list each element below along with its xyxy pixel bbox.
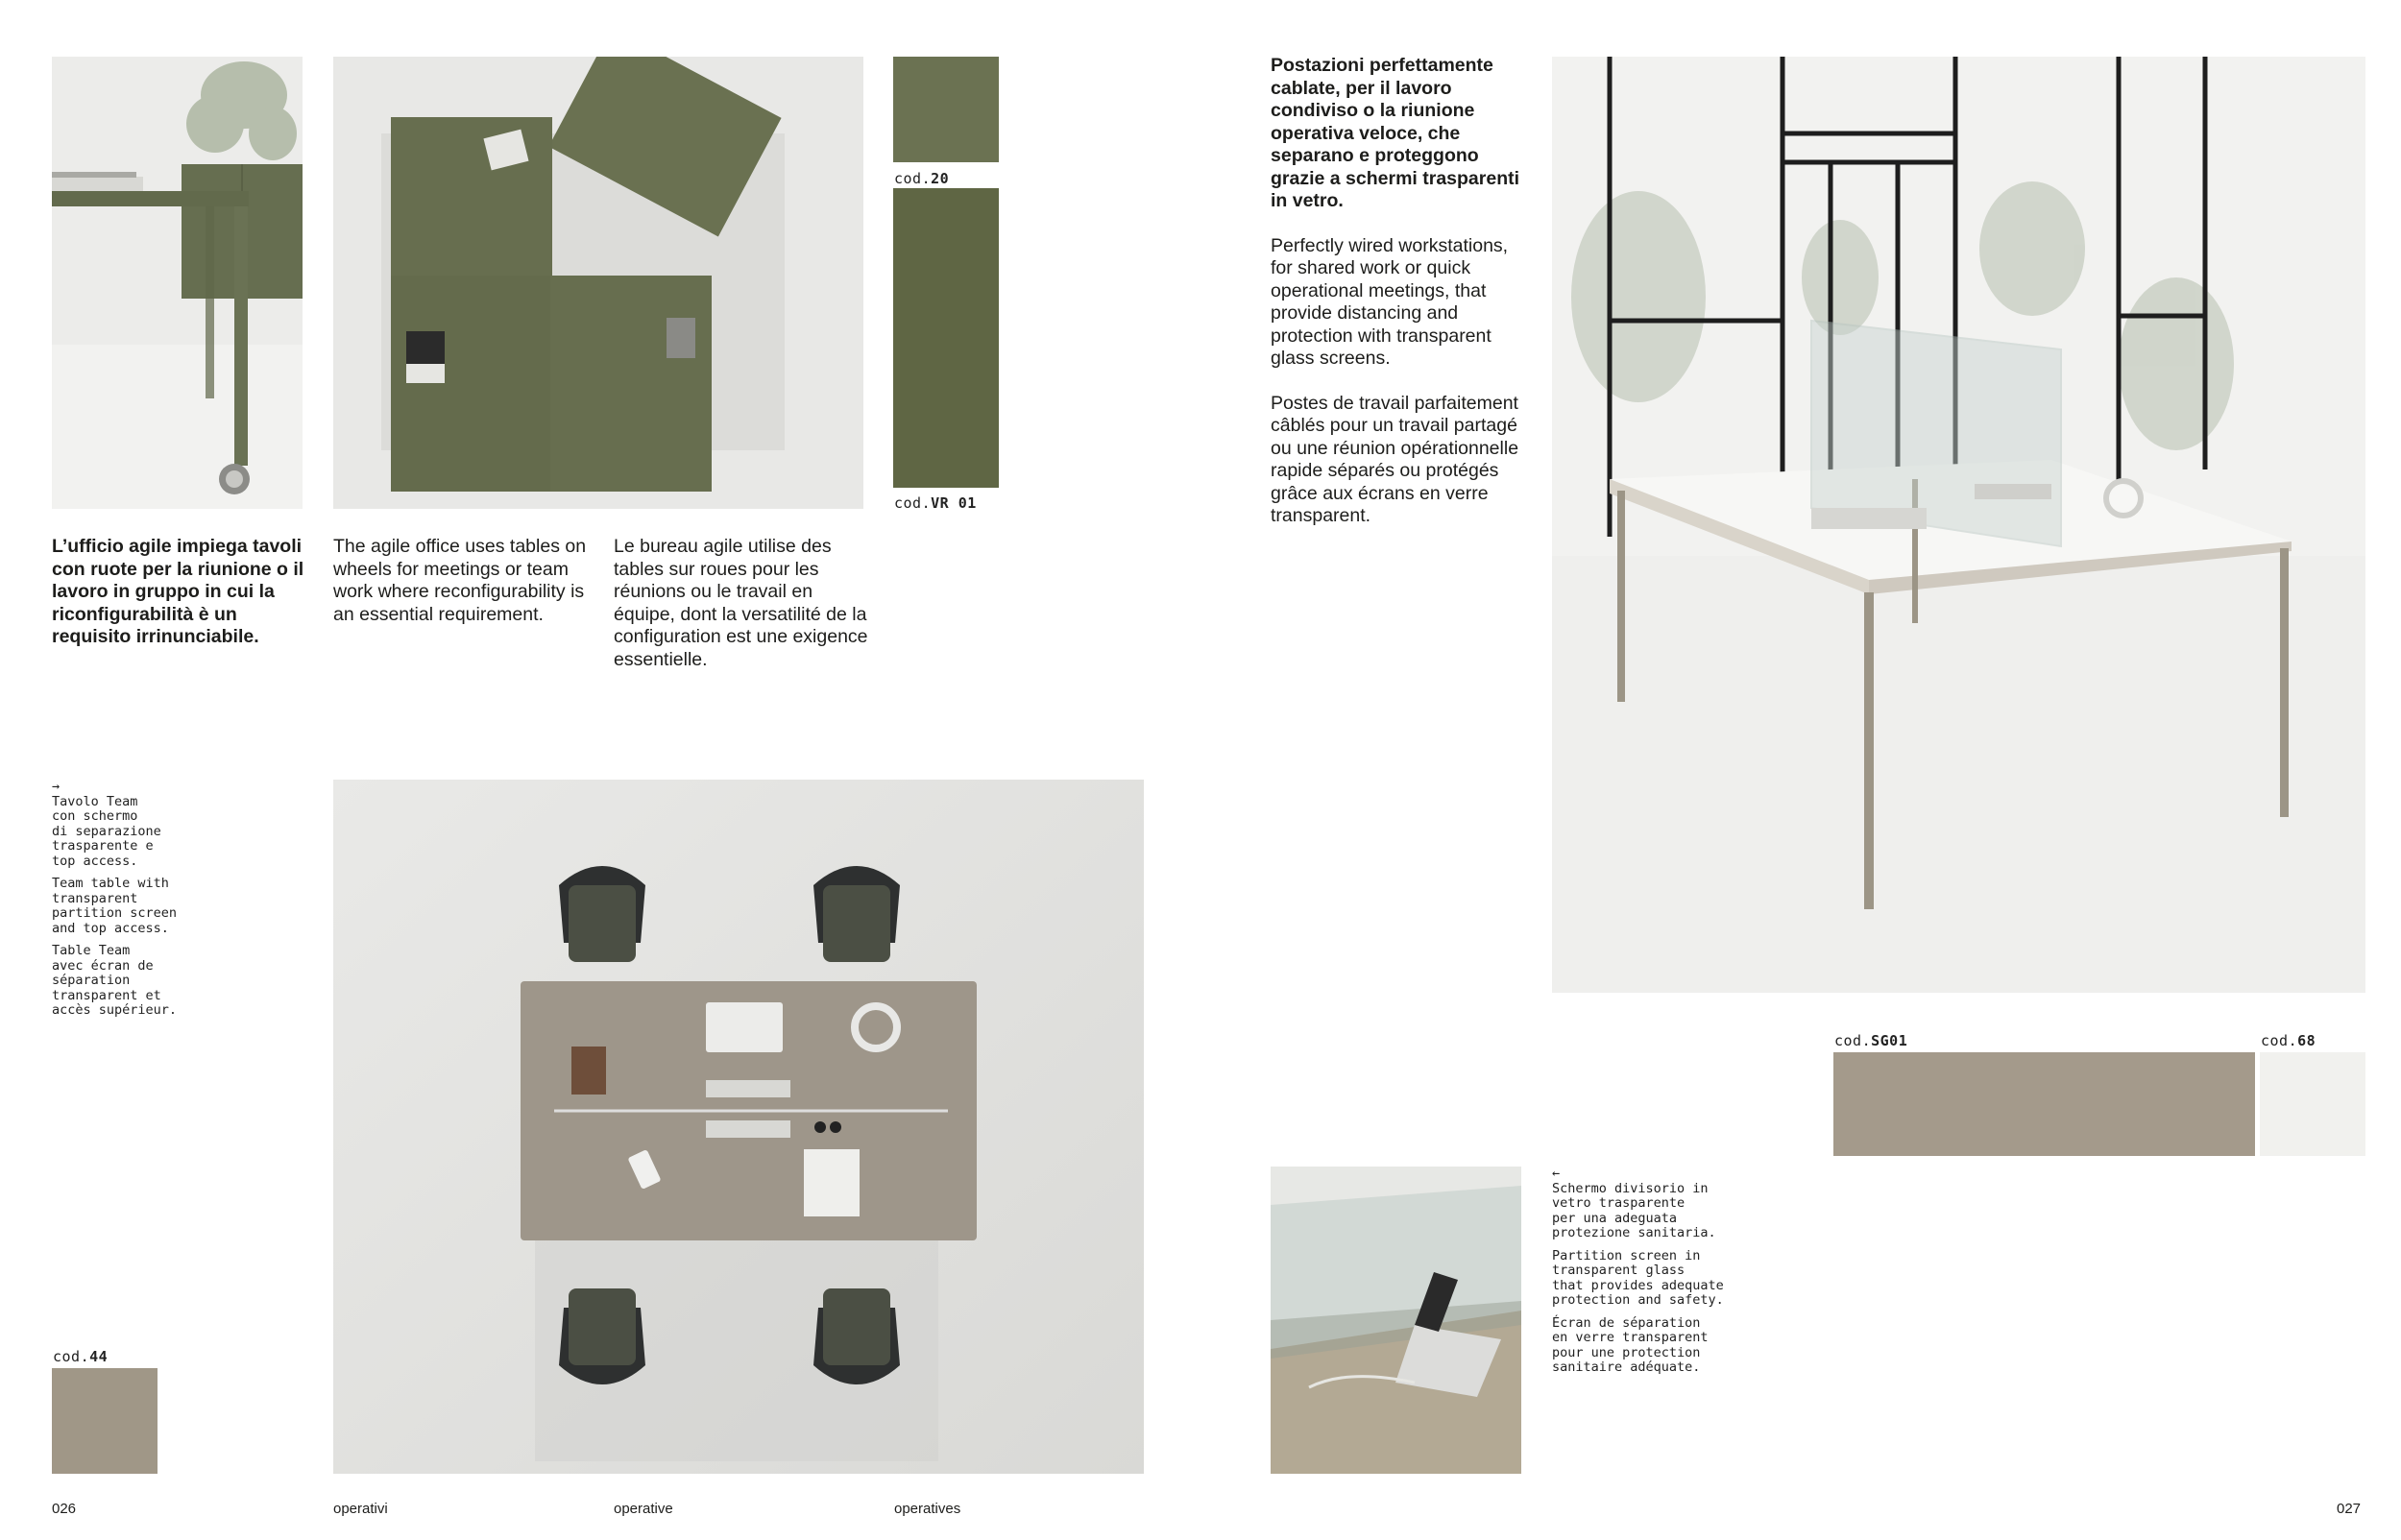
- code-prefix: cod.: [894, 494, 932, 512]
- section-name-fr: operatives: [894, 1501, 961, 1517]
- swatch-code-20: [894, 170, 949, 187]
- photo-table-on-wheels: [52, 57, 303, 509]
- section-name-en: operative: [614, 1501, 673, 1517]
- intro-block-right: [1271, 55, 1530, 550]
- code-prefix: cod.: [53, 1348, 90, 1365]
- section-name-it: operativi: [333, 1501, 388, 1517]
- intro-text-en: The agile office uses tables on wheels for meetings or team work where reconfigurability is an essential requirement.: [333, 536, 587, 625]
- photo-partition-screen-detail: [1271, 1167, 1521, 1474]
- code-value: 68: [2297, 1032, 2316, 1049]
- color-swatch-68: [2260, 1052, 2365, 1156]
- code-value: 44: [89, 1348, 109, 1365]
- caption-it: Schermo divisorio in vetro trasparente per una adeguata protezione sanitaria.: [1552, 1180, 1716, 1240]
- intro-text-fr: Le bureau agile utilise des tables sur roues pour les réunions ou le travail en équipe, dont la versatilité de la configuration est une exigence essentielle.: [614, 536, 868, 670]
- page-number-right: 027: [2337, 1501, 2362, 1517]
- intro-text-fr-right: Postes de travail parfaitement câblés pour un travail partagé ou une réunion opérationnelle rapide séparés ou protégés grâce aux écrans en verre transparent.: [1271, 392, 1519, 526]
- caption-en: Team table with transparent partition screen and top access.: [52, 876, 178, 936]
- caption-fr: Table Team avec écran de séparation transparent et accès supérieur.: [52, 943, 178, 1018]
- code-prefix: cod.: [894, 170, 932, 187]
- code-value: VR 01: [931, 494, 977, 512]
- code-prefix: cod.: [2261, 1032, 2298, 1049]
- caption-team-table: [52, 780, 196, 1026]
- color-swatch-sg01: [1833, 1052, 2255, 1156]
- swatch-code-68: [2261, 1032, 2316, 1049]
- code-prefix: cod.: [1834, 1032, 1872, 1049]
- photo-tables-top-view: [333, 57, 863, 509]
- photo-workstation-glass-screen: [1552, 57, 2365, 993]
- caption-arrow: →: [52, 779, 61, 794]
- caption-partition-screen: [1552, 1167, 1744, 1384]
- page-number-left: 026: [52, 1501, 77, 1517]
- caption-arrow: ←: [1552, 1166, 1561, 1181]
- intro-text-en-right: Perfectly wired workstations, for shared work or quick operational meetings, that provide distancing and protection with transparent glass screens.: [1271, 234, 1509, 369]
- color-swatch-20: [893, 57, 999, 162]
- photo-team-table: [333, 780, 1144, 1474]
- color-swatch-44: [52, 1368, 158, 1474]
- swatch-code-vr01: [894, 494, 977, 512]
- code-value: SG01: [1871, 1032, 1908, 1049]
- code-value: 20: [931, 170, 950, 187]
- caption-fr: Écran de séparation en verre transparent pour une protection sanitaire adéquate.: [1552, 1314, 1709, 1375]
- caption-en: Partition screen in transparent glass that provides adequate protection and safety.: [1552, 1247, 1724, 1308]
- swatch-code-44: [53, 1348, 108, 1365]
- color-swatch-vr01: [893, 188, 999, 488]
- intro-text-it: L’ufficio agile impiega tavoli con ruote per la riunione o il lavoro in gruppo in cui la riconfigurabilità è un requisito irrinunciabile.: [52, 536, 304, 647]
- caption-it: Tavolo Team con schermo di separazione trasparente e top access.: [52, 793, 161, 869]
- swatch-code-sg01: [1834, 1032, 1907, 1049]
- intro-text-it-right: Postazioni perfettamente cablate, per il lavoro condiviso o la riunione operativa veloce, che separano e proteggono grazie a schermi trasparenti in vetro.: [1271, 55, 1520, 211]
